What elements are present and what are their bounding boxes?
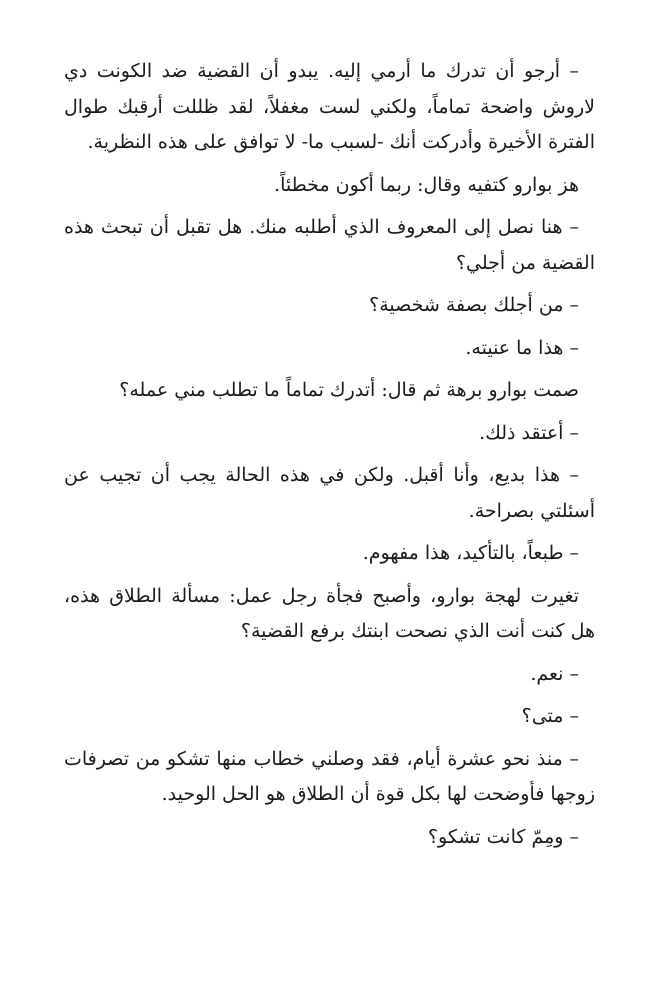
paragraph: – ومِمّ كانت تشكو؟ [427,825,579,848]
paragraph: – أعتقد ذلك. [479,421,579,444]
paragraph: – أرجو أن تدرك ما أرمي إليه. يبدو أن القضية ضد الكونت دي لاروش واضحة تماماً، ولكني لست مغفلاً، لقد ظللت أرقبك طوال الفترة الأخيرة وأدركت أنك -لسبب ما- لا توافق على هذه النظرية. [64,60,595,153]
paragraph: تغيرت لهجة بوارو، وأصبح فجأة رجل عمل: مسألة الطلاق هذه، هل كنت أنت الذي نصحت ابنتك برفع القضية؟ [64,584,595,642]
paragraph: – هنا نصل إلى المعروف الذي أطلبه منك. هل تقبل أن تبحث هذه القضية من أجلي؟ [64,216,595,274]
paragraph: – منذ نحو عشرة أيام، فقد وصلني خطاب منها تشكو من تصرفات زوجها فأوضحت لها بكل قوة أن الطلاق هو الحل الوحيد. [64,747,595,805]
paragraph: – هذا ما عنيته. [465,336,579,359]
paragraph: – متى؟ [521,705,579,727]
paragraph: هز بوارو كتفيه وقال: ربما أكون مخطئاً. [274,173,579,196]
paragraph: – من أجلك بصفة شخصية؟ [369,294,579,316]
paragraph: – طبعاً، بالتأكيد، هذا مفهوم. [362,542,579,564]
paragraph: – نعم. [530,662,579,685]
paragraph: صمت بوارو برهة ثم قال: أتدرك تماماً ما تطلب مني عمله؟ [119,379,579,401]
paragraph: – هذا بديع، وأنا أقبل. ولكن في هذه الحالة يجب أن تجيب عن أسئلتي بصراحة. [64,464,595,522]
